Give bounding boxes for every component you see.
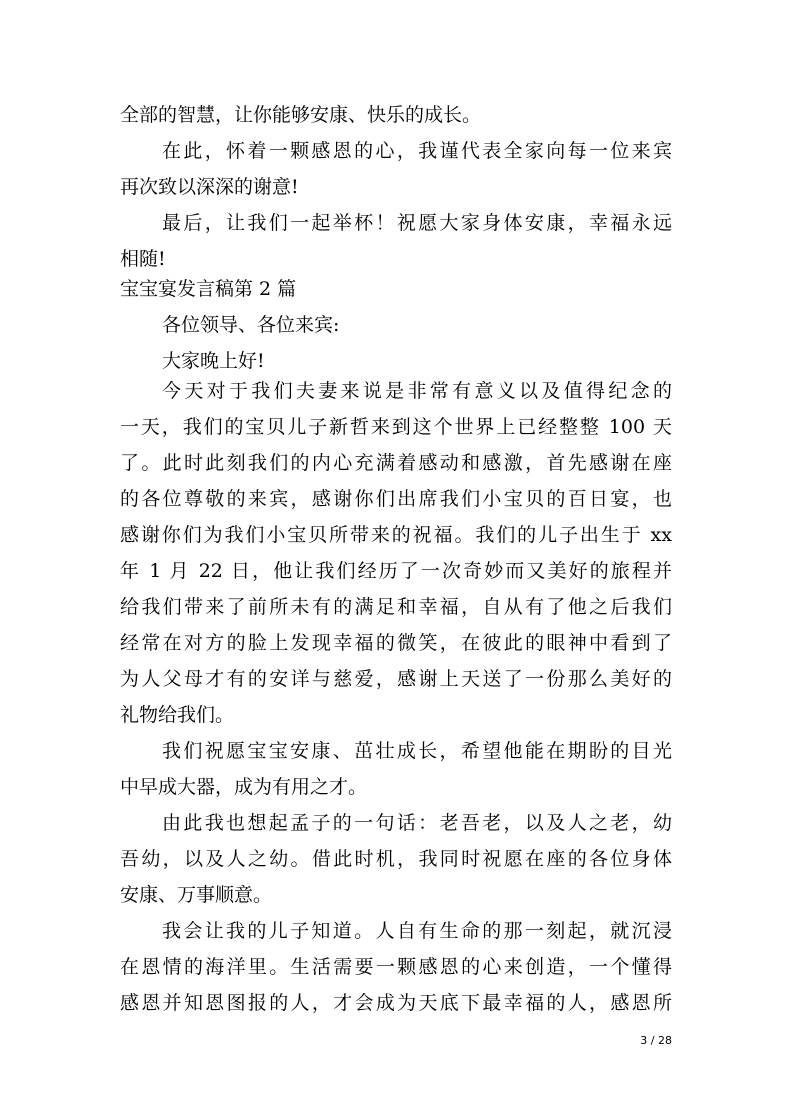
paragraph-line: 我会让我的儿子知道。人自有生命的那一刻起，就沉浸 [162, 920, 672, 942]
paragraph-line: 礼物给我们。 [120, 704, 235, 726]
paragraph-line: 为人父母才有的安详与慈爱，感谢上天送了一份那么美好的 [120, 668, 672, 690]
paragraph-line: 吾幼，以及人之幼。借此时机，我同时祝愿在座的各位身体 [120, 848, 672, 870]
paragraph-line: 由此我也想起孟子的一句话：老吾老，以及人之老，幼 [162, 812, 672, 834]
paragraph-line: 我们祝愿宝宝安康、茁壮成长，希望他能在期盼的目光 [162, 740, 672, 762]
paragraph-line: 的各位尊敬的来宾，感谢你们出席我们小宝贝的百日宴，也 [120, 488, 672, 510]
paragraph-line: 今天对于我们夫妻来说是非常有意义以及值得纪念的 [162, 380, 672, 402]
paragraph-line: 感恩并知恩图报的人，才会成为天底下最幸福的人，感恩所 [120, 992, 672, 1014]
paragraph-line: 了。此时此刻我们的内心充满着感动和感激，首先感谢在座 [120, 452, 672, 474]
section-heading: 宝宝宴发言稿第 2 篇 [120, 278, 297, 300]
paragraph-line: 最后，让我们一起举杯！祝愿大家身体安康，幸福永远 [162, 212, 672, 234]
paragraph-line: 中早成大器，成为有用之才。 [120, 776, 368, 798]
paragraph-line: 相随! [120, 248, 166, 270]
paragraph-line: 在恩情的海洋里。生活需要一颗感恩的心来创造，一个懂得 [120, 956, 672, 978]
page-number: 3 / 28 [640, 1034, 672, 1047]
paragraph-line: 年 1 月 22 日，他让我们经历了一次奇妙而又美好的旅程并 [120, 560, 672, 582]
paragraph-line: 安康、万事顺意。 [120, 884, 273, 906]
greeting-line: 大家晚上好! [162, 350, 265, 372]
paragraph-line: 再次致以深深的谢意! [120, 176, 299, 198]
salutation-line: 各位领导、各位来宾: [162, 314, 340, 336]
paragraph-line: 一天，我们的宝贝儿子新哲来到这个世界上已经整整 100 天 [120, 416, 672, 438]
paragraph-line: 全部的智慧，让你能够安康、快乐的成长。 [120, 104, 482, 126]
paragraph-line: 经常在对方的脸上发现幸福的微笑，在彼此的眼神中看到了 [120, 632, 672, 654]
paragraph-line: 感谢你们为我们小宝贝所带来的祝福。我们的儿子出生于 xx [120, 524, 672, 546]
paragraph-line: 给我们带来了前所未有的满足和幸福，自从有了他之后我们 [120, 596, 672, 618]
paragraph-line: 在此，怀着一颗感恩的心，我谨代表全家向每一位来宾 [162, 140, 672, 162]
